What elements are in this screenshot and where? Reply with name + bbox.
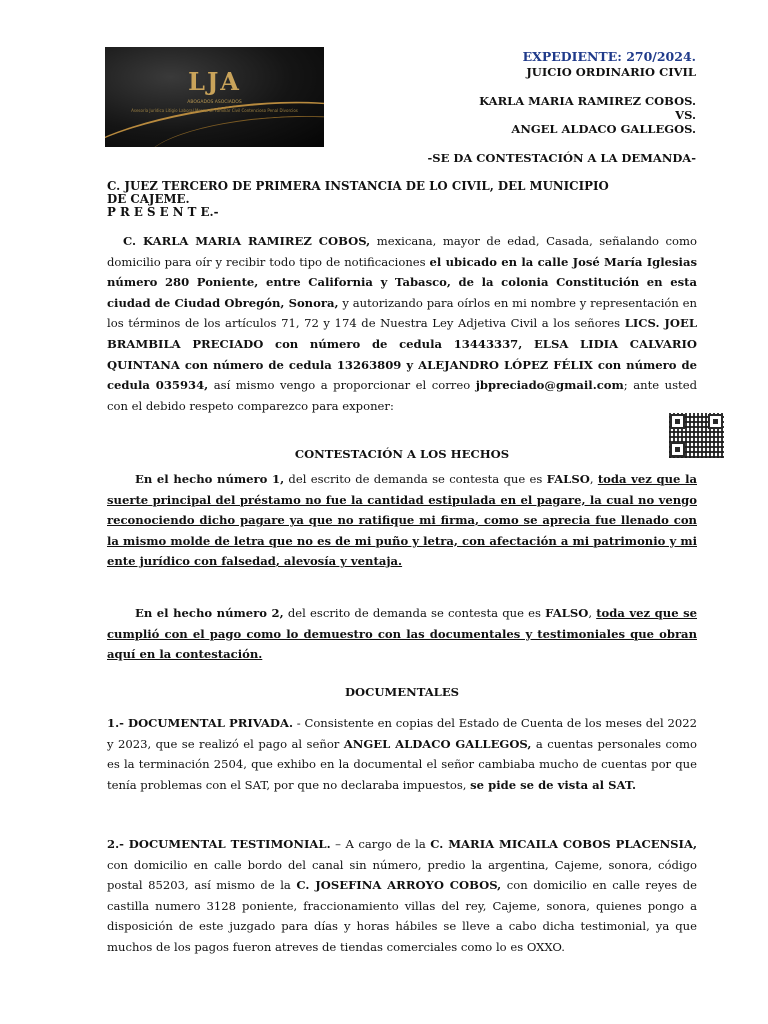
section-title-documentales: DOCUMENTALES	[344, 685, 460, 699]
logo-monogram: LJA	[188, 67, 241, 96]
actor-name: KARLA MARIA RAMIREZ COBOS.	[479, 94, 696, 108]
addressee	[107, 180, 697, 219]
documental-2: 2.- DOCUMENTAL TESTIMONIAL. – A cargo de la C. MARIA MICAILA COBOS PLACENSIA, con domicilio en calle bordo del canal sin número, predio la argentina, Cajeme, sonora, código postal 85203, así mismo de la C. JOSEFINA ARROYO COBOS, con domicilio en calle reyes de castilla numero 3128 poniente, fraccionamiento villas del rey, Cajeme, sonora, quienes pongo a disposición de este juzgado para días y horas hábiles se lleve a cabo dicha testimonial, ya que muchos de los pagos fueron atreves de tiendas comerciales como lo es OXXO.	[107, 837, 697, 954]
documental-1: 1.- DOCUMENTAL PRIVADA. - Consistente en copias del Estado de Cuenta de los meses del 2022 y 2023, que se realizó el pago al señor ANGEL ALDACO GALLEGOS, a cuentas personales como es la terminación 2504, que exhibo en la documental el señor cambiaba mucho de cuentas por que tenía problemas con el SAT, por que no declaraba impuestos, se pide se de vista al SAT.	[107, 716, 697, 792]
qr-finder-top-right	[708, 414, 723, 429]
email: jbpreciado@gmail.com	[475, 378, 624, 393]
qr-finder-top-left	[670, 414, 685, 429]
hecho-2-argument: toda vez que se cumplió con el pago como lo demuestro con las documentales y testimoniales que obran aquí en la contestación.	[107, 606, 698, 662]
plaintiff-name: C. KARLA MARIA RAMIREZ COBOS,	[123, 234, 371, 248]
juicio-type: JUICIO ORDINARIO CIVIL	[526, 65, 696, 79]
addressee-line2: DE CAJEME.	[107, 192, 190, 206]
expediente-number: EXPEDIENTE: 270/2024.	[522, 49, 696, 64]
demandado-name: ANGEL ALDACO GALLEGOS.	[511, 122, 696, 136]
addressee-line1: C. JUEZ TERCERO DE PRIMERA INSTANCIA DE LO CIVIL, DEL MUNICIPIO	[107, 179, 609, 193]
logo-subtitle: ABOGADOS ASOCIADOS	[187, 100, 242, 105]
section-title-hechos: CONTESTACIÓN A LOS HECHOS	[294, 447, 510, 461]
intro-paragraph: C. KARLA MARIA RAMIREZ COBOS, mexicana, mayor de edad, Casada, señalando como domicilio para oír y recibir todo tipo de notificaciones el ubicado en la calle José María Iglesias número 280 Poniente, entre California y Tabasco, de la colonia Constitución en esta ciudad de Ciudad Obregón, Sonora, y autorizando para oírlos en mi nombre y representación en los términos de los artículos 71, 72 y 174 de Nuestra Ley Adjetiva Civil a los señores LICS. JOEL BRAMBILA PRECIADO con número de cedula 13443337, ELSA LIDIA CALVARIO QUINTANA con número de cedula 13263809 y ALEJANDRO LÓPEZ FÉLIX con número de cedula 035934, así mismo vengo a proporcionar el correo jbpreciado@gmail.com; ante usted con el debido respeto comparezco para exponer:	[107, 234, 698, 413]
logo-services: Asesoría Jurídica Litigio Laboral Mercantil Familiar Civil Contencioso Penal Divorcios	[131, 108, 298, 113]
presente: P R E S E N T E.-	[107, 205, 219, 219]
firm-logo	[105, 47, 324, 147]
versus: VS.	[675, 108, 696, 122]
lawyers: LICS. JOEL BRAMBILA PRECIADO con número de cedula 13443337, ELSA LIDIA CALVARIO QUINTANA con número de cedula 13263809 y ALEJANDRO LÓPEZ FÉLIX con número de cedula 035934,	[107, 316, 697, 393]
hecho-1-argument: toda vez que la suerte principal del préstamo no fue la cantidad estipulada en el pagare, la cual no vengo reconociendo dicho pagare ya que no ratifique mi firma, como se aprecia fue llenado con la mismo molde de letra que no es de mi puño y letra, con afectación a mi patrimonio y mi ente jurídico con falsedad, alevosía y ventaja.	[107, 472, 697, 569]
asunto: -SE DA CONTESTACIÓN A LA DEMANDA-	[427, 151, 696, 165]
domicile: el ubicado en la calle José María Iglesias número 280 Poniente, entre California y Tabasco, de la colonia Constitución en esta ciudad de Ciudad Obregón, Sonora,	[107, 254, 697, 310]
hecho-2-paragraph: En el hecho número 2, del escrito de demanda se contesta que es FALSO, toda vez que se cumplió con el pago como lo demuestro con las documentales y testimoniales que obran aquí en la contestación.	[107, 606, 698, 662]
hecho-1-paragraph: En el hecho número 1, del escrito de demanda se contesta que es FALSO, toda vez que la suerte principal del préstamo no fue la cantidad estipulada en el pagare, la cual no vengo reconociendo dicho pagare ya que no ratifique mi firma, como se aprecia fue llenado con la mismo molde de letra que no es de mi puño y letra, con afectación a mi patrimonio y mi ente jurídico con falsedad, alevosía y ventaja.	[107, 472, 697, 569]
